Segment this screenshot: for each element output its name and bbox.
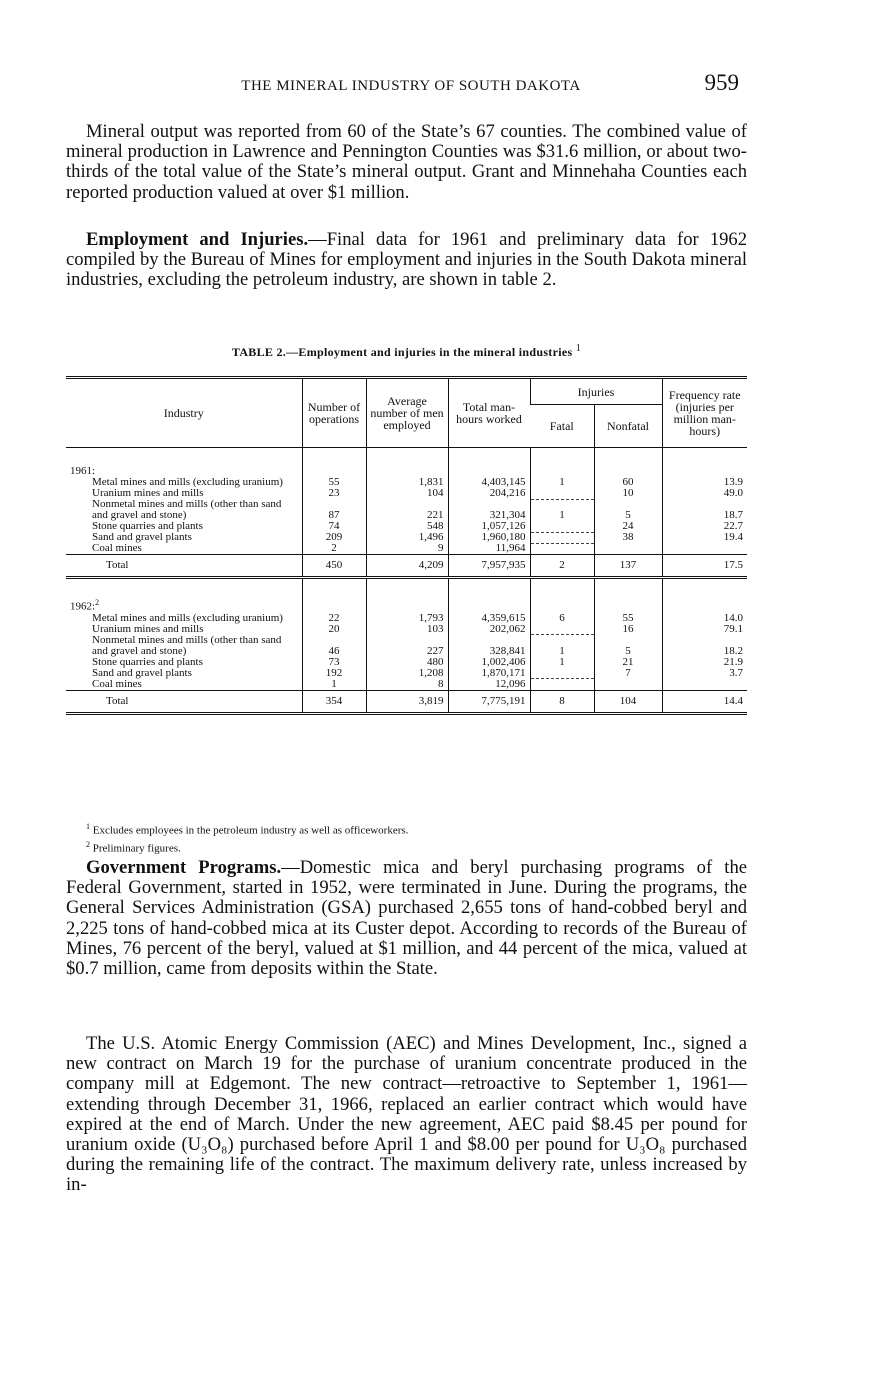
nonfatal-cell: 137: [594, 555, 662, 578]
nonfatal-cell: 55: [594, 613, 662, 624]
nonfatal-cell: 5: [594, 499, 662, 521]
industry-cell: Stone quarries and plants: [92, 520, 203, 532]
footnote-mark: 2: [86, 839, 90, 849]
freq-cell: 79.1: [662, 624, 747, 635]
paragraph-government-programs: [66, 858, 747, 979]
nonfatal-cell: [594, 679, 662, 691]
table-row: [66, 499, 747, 521]
table-title: [66, 343, 747, 360]
men-cell: 1,831: [366, 477, 448, 488]
col-header-men: Average number of men employed: [366, 378, 448, 448]
table-row: [66, 679, 747, 691]
freq-cell: [662, 543, 747, 555]
col-header-operations: Number of operations: [302, 378, 366, 448]
ops-cell: 1: [302, 679, 366, 691]
industry-cell: Uranium mines and mills: [92, 622, 204, 635]
paragraph-text: Mineral output was reported from 60 of the State’s 67 counties. The combined value of mineral production in Lawrence and Pennington Counties was $31.6 million, or about two-thirds of the total value of the State’s mineral output. Grant and Minnehaha Counties each reported production valued at over $1 million.: [66, 121, 747, 203]
fatal-cell: 1: [530, 499, 594, 521]
nonfatal-cell: 24: [594, 521, 662, 532]
freq-cell: [662, 679, 747, 691]
footnote-1: [86, 820, 408, 838]
freq-cell: 14.4: [662, 690, 747, 713]
nonfatal-cell: 38: [594, 532, 662, 543]
paragraph-aec-contract: [66, 1034, 747, 1196]
footnote-ref: 2: [95, 598, 100, 607]
hours-cell: 1,057,126: [448, 521, 530, 532]
freq-cell: 22.7: [662, 521, 747, 532]
section-heading-government: Government Programs.: [86, 857, 282, 878]
fatal-cell: [530, 543, 594, 555]
col-header-nonfatal: Nonfatal: [594, 405, 662, 448]
page-number: 959: [704, 70, 739, 95]
table-row: [66, 532, 747, 543]
paragraph-counties: [66, 122, 747, 203]
industry-cell: Metal mines and mills (excluding uranium): [92, 476, 283, 488]
men-cell: 9: [366, 543, 448, 555]
hours-cell: 7,957,935: [448, 555, 530, 578]
men-cell: 104: [366, 488, 448, 499]
paragraph-text: —Final data for 1961 and preliminary data for 1962 compiled by the Bureau of Mines for employment and injuries in the South Dakota mineral industries, excluding the petroleum industry, are shown in table 2.: [66, 229, 748, 291]
hours-cell: 328,841: [448, 635, 530, 657]
hours-cell: 12,096: [448, 679, 530, 691]
footnote-ref: 1: [575, 343, 582, 354]
nonfatal-cell: 16: [594, 624, 662, 635]
fatal-cell: 1: [530, 635, 594, 657]
industry-cell: Uranium mines and mills: [92, 487, 204, 499]
fatal-cell: [530, 668, 594, 679]
men-cell: 103: [366, 624, 448, 635]
freq-cell: 17.5: [662, 555, 747, 578]
fatal-cell: 2: [530, 555, 594, 578]
ops-cell: 87: [302, 499, 366, 521]
industry-cell: Nonmetal mines and mills (other than sand and gravel and stone): [92, 633, 282, 657]
industry-cell: Nonmetal mines and mills (other than sand and gravel and stone): [92, 498, 282, 521]
freq-cell: 3.7: [662, 668, 747, 679]
industry-cell: Sand and gravel plants: [92, 666, 192, 679]
fatal-cell: 8: [530, 690, 594, 713]
paragraph-text: The U.S. Atomic Energy Commission (AEC) and Mines Development, Inc., signed a new contract on March 19 for the purchase of uranium concentrate produced in the company mill at Edgemont. The new contract—retroactive to September 1, 1961—extending through December 31, 1966, replaced an earlier contract which would have expired at the end of March. Under the new agreement, AEC paid $8.45 per pound for uranium oxide (U₃O₈) purchased before April 1 and $8.00 per pound for U₃O₈ purchased during the remaining life of the contract. The maximum delivery rate, unless increased by in-: [66, 1033, 747, 1196]
industry-cell: Coal mines: [92, 542, 142, 554]
fatal-cell: [530, 521, 594, 532]
fatal-cell: [530, 532, 594, 543]
ops-cell: 55: [302, 477, 366, 488]
nonfatal-cell: [594, 543, 662, 555]
footnote-2: [86, 838, 408, 856]
hours-cell: 321,304: [448, 499, 530, 521]
freq-cell: 13.9: [662, 477, 747, 488]
ops-cell: 209: [302, 532, 366, 543]
freq-cell: 19.4: [662, 532, 747, 543]
col-header-industry: Industry: [66, 378, 302, 448]
industry-cell: Coal mines: [92, 677, 142, 690]
fatal-cell: [530, 624, 594, 635]
nonfatal-cell: 7: [594, 668, 662, 679]
industry-cell: Stone quarries and plants: [92, 655, 203, 668]
footnote-text: Excludes employees in the petroleum industry as well as officeworkers.: [92, 824, 409, 837]
fatal-cell: [530, 488, 594, 499]
year-text: 1962:: [70, 600, 96, 613]
total-label: Total: [66, 555, 302, 578]
men-cell: 3,819: [366, 690, 448, 713]
hours-cell: 1,870,171: [448, 668, 530, 679]
ops-cell: 23: [302, 488, 366, 499]
col-header-frequency: Frequency rate (injuries per million man-hours): [662, 378, 747, 448]
section-heading-employment: Employment and Injuries.: [86, 229, 309, 250]
industry-cell: Metal mines and mills (excluding uranium): [92, 611, 283, 624]
fatal-cell: 1: [530, 657, 594, 668]
hours-cell: 11,964: [448, 543, 530, 555]
footnote-text: Preliminary figures.: [92, 842, 181, 855]
col-header-injuries: Injuries: [530, 378, 662, 405]
table-footnotes: [86, 820, 408, 855]
col-header-manhours: Total man-hours worked: [448, 378, 530, 448]
hours-cell: 4,403,145: [448, 477, 530, 488]
ops-cell: 354: [302, 690, 366, 713]
nonfatal-cell: 21: [594, 657, 662, 668]
nonfatal-cell: 5: [594, 635, 662, 657]
table-row: [66, 543, 747, 555]
col-header-fatal: Fatal: [549, 419, 574, 433]
paragraph-employment: [66, 230, 747, 291]
hours-cell: 4,359,615: [448, 613, 530, 624]
ops-cell: 22: [302, 613, 366, 624]
ops-cell: 450: [302, 555, 366, 578]
freq-cell: 21.9: [662, 657, 747, 668]
fatal-cell: [530, 679, 594, 691]
men-cell: 8: [366, 679, 448, 691]
industry-cell: Sand and gravel plants: [92, 531, 192, 543]
men-cell: 548: [366, 521, 448, 532]
ops-cell: 46: [302, 635, 366, 657]
fatal-cell: 6: [530, 613, 594, 624]
men-cell: 1,496: [366, 532, 448, 543]
men-cell: 480: [366, 657, 448, 668]
men-cell: 227: [366, 635, 448, 657]
nonfatal-cell: 104: [594, 690, 662, 713]
men-cell: 1,793: [366, 613, 448, 624]
hours-cell: 204,216: [448, 488, 530, 499]
ops-cell: 2: [302, 543, 366, 555]
freq-cell: 18.7: [662, 499, 747, 521]
table-title-text: TABLE 2.—Employment and injuries in the mineral industries: [231, 345, 573, 359]
running-head: THE MINERAL INDUSTRY OF SOUTH DAKOTA: [241, 78, 581, 94]
employment-table: [66, 376, 747, 715]
ops-cell: 192: [302, 668, 366, 679]
nonfatal-cell: 60: [594, 477, 662, 488]
year-label-1961: 1961:: [70, 465, 96, 477]
total-label: Total: [66, 690, 302, 713]
fatal-cell: 1: [530, 477, 594, 488]
ops-cell: 73: [302, 657, 366, 668]
footnote-mark: 1: [86, 822, 90, 831]
ops-cell: 20: [302, 624, 366, 635]
hours-cell: 202,062: [448, 624, 530, 635]
nonfatal-cell: 10: [594, 488, 662, 499]
table-row: [66, 668, 747, 679]
hours-cell: 1,002,406: [448, 657, 530, 668]
men-cell: 1,208: [366, 668, 448, 679]
paragraph-text: —Domestic mica and beryl purchasing programs of the Federal Government, started in 1952, were terminated in June. During the programs, the General Services Administration (GSA) purchased 2,655 tons of hand-cobbed beryl and 2,225 tons of hand-cobbed mica at its Custer depot. According to records of the Bureau of Mines, 76 percent of the beryl, valued at $1 million, and 44 percent of the mica, valued at $0.7 million, came from deposits within the State.: [66, 857, 747, 980]
total-row-1962: [66, 690, 747, 713]
freq-cell: 14.0: [662, 613, 747, 624]
hours-cell: 7,775,191: [448, 690, 530, 713]
men-cell: 4,209: [366, 555, 448, 578]
ops-cell: 74: [302, 521, 366, 532]
table-row: [66, 635, 747, 657]
total-row-1961: [66, 555, 747, 578]
year-label-1962: [66, 597, 302, 613]
hours-cell: 1,960,180: [448, 532, 530, 543]
freq-cell: 49.0: [662, 488, 747, 499]
men-cell: 221: [366, 499, 448, 521]
freq-cell: 18.2: [662, 635, 747, 657]
